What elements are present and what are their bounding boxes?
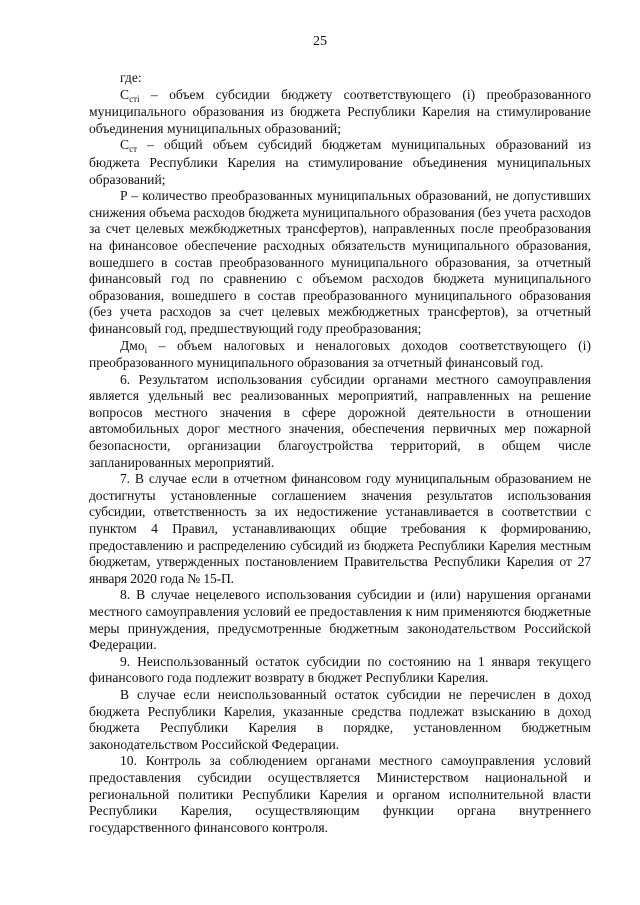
subscript-sti: сті [129,93,140,104]
paragraph-p-definition: P – количество преобразованных муниципальных образований, не допустивших снижения объема расходов бюджета муниципального образования (без учета расходов за счет целевых межбюджетных трансфертов), направленных после преобразования на финансовое обеспечение расходных обязательств муниципального образования, вошедшего в состав преобразованного муниципального образования, за отчетный финансовый год по сравнению с объемом расходов бюджета муниципального образования, вошедшего в состав преобразованного муниципального образования (без учета расходов за счет целевых межбюджетных трансфертов), за отчетный финансовый год, предшествующий году преобразования; [89,188,591,336]
definition-text: – общий объем субсидий бюджетам муниципальных образований из бюджета Республики Карелия на стимулирование объединения муниципальных образований; [89,137,591,187]
paragraph-item-10: 10. Контроль за соблюдением органами местного самоуправления условий предоставления субсидии осуществляется Министерством национальной и региональной политики Республики Карелия и органом исполнительной власти Республики Карелия, осуществляющим функции органа внутреннего государственного финансового контроля. [89,753,591,835]
symbol-dmo: Дмо [120,337,145,353]
subscript-i: i [144,344,148,355]
paragraph-where: где: [120,70,142,85]
paragraph-item-9-continued: В случае если неиспользованный остаток субсидии не перечислен в доход бюджета Республики Карелия, указанные средства подлежат взысканию в доход бюджета Республики Карелия в порядке, установленном бюджетным законодательством Российской Федерации. [89,686,591,752]
paragraph-item-8: 8. В случае нецелевого использования субсидии и (или) нарушения органами местного самоуправления условий ее предоставления к ним применяются бюджетные меры принуждения, предусмотренные бюджетным законодательством Российской Федерации. [89,587,591,653]
symbol-c: C [120,86,130,102]
paragraph-c-st-definition [89,137,591,188]
symbol-c: C [120,137,130,153]
paragraph-item-9: 9. Неиспользованный остаток субсидии по состоянию на 1 января текущего финансового года подлежит возврату в бюджет Республики Карелия. [89,653,591,686]
paragraph-dmo-definition [89,338,591,372]
document-body [89,70,591,836]
paragraph-c-sti-definition [89,87,591,138]
subscript-st: ст [129,144,138,155]
paragraph-item-6: 6. Результатом использования субсидии органами местного самоуправления является удельный вес реализованных мероприятий, направленных на решение вопросов местного значения в сфере дорожной деятельности в отношении автомобильных дорог местного значения, обеспечения первичных мер пожарной безопасности, организации благоустройства территорий, в общем числе запланированных мероприятий. [89,371,591,470]
page-number: 25 [313,34,327,49]
definition-text: – объем субсидии бюджету соответствующего (i) преобразованного муниципального образования из бюджета Республики Карелия на стимулирование объединения муниципальных образований; [89,86,591,136]
definition-text: – объем налоговых и неналоговых доходов соответствующего (i) преобразованного муниципального образования за отчетный финансовый год. [89,337,591,371]
paragraph-item-7: 7. В случае если в отчетном финансовом году муниципальным образованием не достигнуты установленные соглашением значения результатов использования субсидии, ответственность за их недостижение устанавливается в соответствии с пунктом 4 Правил, устанавливающих общие требования к формированию, предоставлению и распределению субсидий из бюджета Республики Карелия местным бюджетам, утвержденных постановлением Правительства Республики Карелия от 27 января 2020 года № 15-П. [89,471,591,586]
